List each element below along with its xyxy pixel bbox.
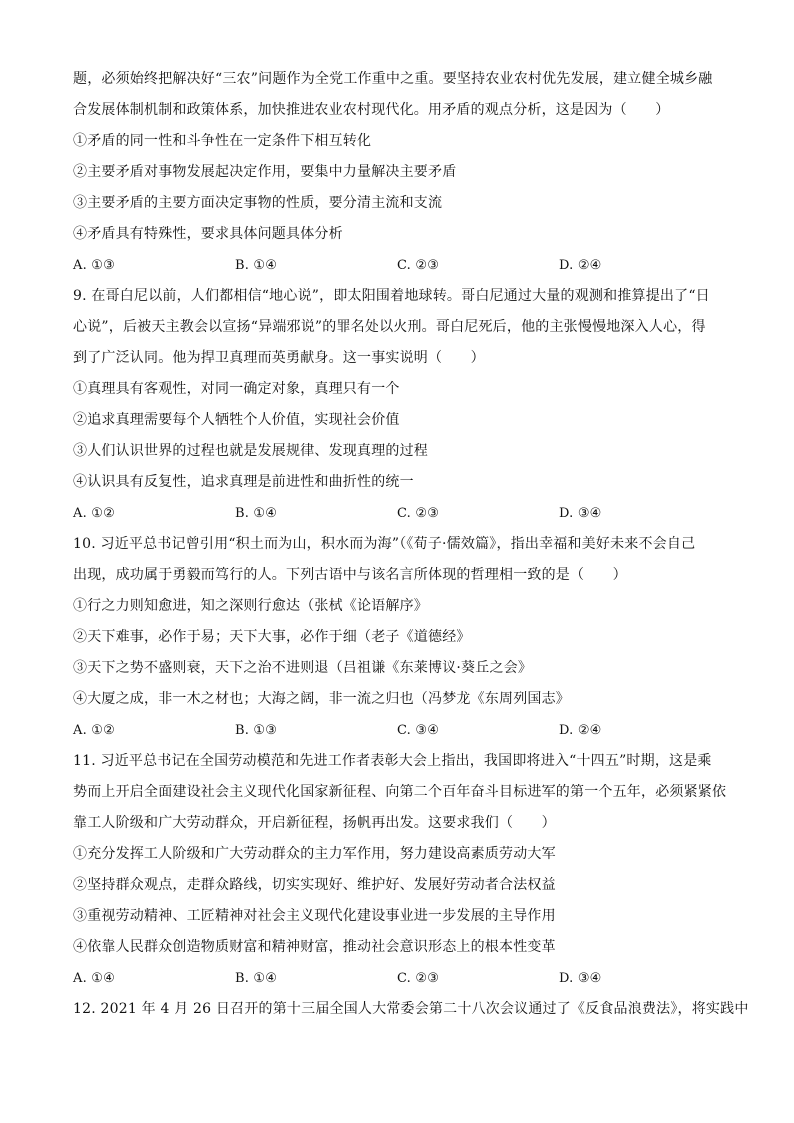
option-c[interactable]: C. ②③ bbox=[397, 506, 440, 521]
question-11 bbox=[73, 746, 733, 994]
statement-2: ②主要矛盾对事物发展起决定作用，要集中力量解决主要矛盾 bbox=[73, 164, 457, 180]
statement-4: ④矛盾具有特殊性，要求具体问题具体分析 bbox=[73, 226, 343, 242]
statement-3: ③天下之势不盛则衰，天下之治不进则退（吕祖谦《东莱博议·葵丘之会》 bbox=[73, 660, 533, 676]
statement-1: ①真理具有客观性，对同一确定对象，真理只有一个 bbox=[73, 381, 400, 397]
options-row bbox=[73, 715, 733, 746]
question-text-line: 10. 习近平总书记曾引用“积土而为山，积水而为海”（《荀子·儒效篇》，指出幸福和美好未来不会自己 bbox=[73, 536, 696, 552]
statement-3: ③主要矛盾的主要方面决定事物的性质，要分清主流和支流 bbox=[73, 195, 443, 211]
statement-2: ②坚持群众观点，走群众路线，切实实现好、维护好、发展好劳动者合法权益 bbox=[73, 877, 556, 893]
question-text-line: 12. 2021 年 4 月 26 日召开的第十三届全国人大常委会第二十八次会议通过了《反食品浪费法》，将实践中 bbox=[73, 1001, 749, 1017]
question-text-line: 出现，成功属于勇毅而笃行的人。下列古语中与该名言所体现的哲理相一致的是（ ） bbox=[73, 567, 627, 583]
question-text-line: 9. 在哥白尼以前，人们都相信“地心说”，即太阳围着地球转。哥白尼通过大量的观测和推算提出了“日 bbox=[73, 288, 710, 304]
question-text-line: 题，必须始终把解决好“三农”问题作为全党工作重中之重。要坚持农业农村优先发展，建立健全城乡融 bbox=[73, 71, 713, 87]
option-c[interactable]: C. ③④ bbox=[397, 723, 440, 738]
question-text-line: 11. 习近平总书记在全国劳动模范和先进工作者表彰大会上指出，我国即将进入“十四五”时期，这是乘 bbox=[73, 753, 712, 769]
question-9 bbox=[73, 281, 733, 529]
statement-4: ④大厦之成，非一木之材也；大海之阔，非一流之归也（冯梦龙《东周列国志》 bbox=[73, 691, 570, 707]
statement-1: ①矛盾的同一性和斗争性在一定条件下相互转化 bbox=[73, 133, 372, 149]
question-8-continued bbox=[73, 64, 733, 281]
statement-1: ①充分发挥工人阶级和广大劳动群众的主力军作用，努力建设高素质劳动大军 bbox=[73, 846, 556, 862]
option-d[interactable]: D. ②④ bbox=[559, 723, 602, 738]
question-12 bbox=[73, 994, 749, 1025]
statement-4: ④认识具有反复性，追求真理是前进性和曲折性的统一 bbox=[73, 474, 414, 490]
statement-2: ②追求真理需要每个人牺牲个人价值，实现社会价值 bbox=[73, 412, 400, 428]
statement-4: ④依靠人民群众创造物质财富和精神财富，推动社会意识形态上的根本性变革 bbox=[73, 939, 556, 955]
options-row bbox=[73, 498, 733, 529]
option-a[interactable]: A. ①④ bbox=[73, 971, 115, 986]
option-d[interactable]: D. ②④ bbox=[559, 258, 602, 273]
options-row bbox=[73, 963, 733, 994]
statement-1: ①行之力则知愈进，知之深则行愈达（张栻《论语解序》 bbox=[73, 598, 428, 614]
question-text-line: 合发展体制机制和政策体系，加快推进农业农村现代化。用矛盾的观点分析，这是因为（ ） bbox=[73, 102, 670, 118]
question-text-line: 靠工人阶级和广大劳动群众，开启新征程，扬帆再出发。这要求我们（ ） bbox=[73, 815, 556, 831]
question-text-line: 势而上开启全面建设社会主义现代化国家新征程、向第二个百年奋斗目标进军的第一个五年，必须紧紧依 bbox=[73, 784, 727, 800]
option-b[interactable]: B. ①④ bbox=[235, 258, 278, 273]
option-c[interactable]: C. ②③ bbox=[397, 971, 440, 986]
option-a[interactable]: A. ①② bbox=[73, 723, 115, 738]
option-a[interactable]: A. ①③ bbox=[73, 258, 115, 273]
option-a[interactable]: A. ①② bbox=[73, 506, 115, 521]
option-c[interactable]: C. ②③ bbox=[397, 258, 440, 273]
option-d[interactable]: D. ③④ bbox=[559, 506, 602, 521]
option-b[interactable]: B. ①④ bbox=[235, 506, 278, 521]
question-text-line: 心说”，后被天主教会以宣扬“异端邪说”的罪名处以火刑。哥白尼死后，他的主张慢慢地深入人心，得 bbox=[73, 319, 706, 335]
question-text-line: 到了广泛认同。他为捍卫真理而英勇献身。这一事实说明（ ） bbox=[73, 350, 485, 366]
statement-3: ③人们认识世界的过程也就是发展规律、发现真理的过程 bbox=[73, 443, 428, 459]
option-b[interactable]: B. ①④ bbox=[235, 971, 278, 986]
statement-3: ③重视劳动精神、工匠精神对社会主义现代化建设事业进一步发展的主导作用 bbox=[73, 908, 556, 924]
question-10 bbox=[73, 529, 733, 746]
statement-2: ②天下难事，必作于易；天下大事，必作于细（老子《道德经》 bbox=[73, 629, 471, 645]
option-d[interactable]: D. ③④ bbox=[559, 971, 602, 986]
page-content bbox=[73, 64, 749, 1025]
options-row bbox=[73, 250, 733, 281]
option-b[interactable]: B. ①③ bbox=[235, 723, 278, 738]
